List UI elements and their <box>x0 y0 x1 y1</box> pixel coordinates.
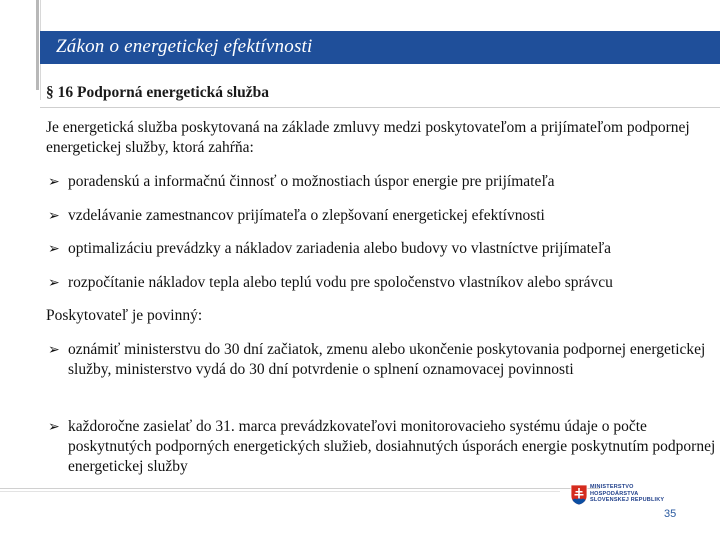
logo-line: SLOVENSKEJ REPUBLIKY <box>590 497 665 503</box>
arrow-bullet-icon: ➢ <box>48 174 60 190</box>
left-accent-rule <box>36 0 39 90</box>
obligation-bullet <box>46 417 716 477</box>
ministry-logo <box>568 482 718 512</box>
service-bullet <box>46 239 716 259</box>
service-text: optimalizáciu prevádzky a nákladov zariadenia alebo budovy vo vlastníctve prijímateľa <box>68 240 611 257</box>
service-text: vzdelávanie zamestnancov prijímateľa o zlepšovaní energetickej efektívnosti <box>68 207 545 224</box>
obligation-text: každoročne zasielať do 31. marca prevádzkovateľovi monitorovacieho systému údaje o počte poskytnutých podporných energetických služieb, dosiahnutých úsporách energie poskytnutím podpornej energetickej služby <box>68 418 716 475</box>
obligation-text: oznámiť ministerstvu do 30 dní začiatok, zmenu alebo ukončenie poskytovania podpornej energetickej služby, ministerstvo vydá do 30 dní potvrdenie o splnení oznamovacej povinnosti <box>68 341 706 378</box>
page-number: 35 <box>664 508 677 520</box>
service-text: rozpočítanie nákladov tepla alebo teplú vodu pre spoločenstvo vlastníkov alebo správcu <box>68 274 613 291</box>
heading-divider <box>40 107 720 108</box>
logo-line: MINISTERSTVO <box>590 484 634 490</box>
arrow-bullet-icon: ➢ <box>48 342 60 358</box>
arrow-bullet-icon: ➢ <box>48 241 60 257</box>
title-bar <box>40 31 720 64</box>
slide-title: Zákon o energetickej efektívnosti <box>56 36 313 57</box>
footer-divider-secondary <box>0 491 560 492</box>
arrow-bullet-icon: ➢ <box>48 275 60 291</box>
service-bullet <box>46 172 716 192</box>
logo-line: HOSPODÁRSTVA <box>590 490 639 497</box>
service-text: poradenskú a informačnú činnosť o možnostiach úspor energie pre prijímateľa <box>68 173 555 190</box>
service-bullet <box>46 273 716 293</box>
intro-paragraph: Je energetická služba poskytovaná na základe zmluvy medzi poskytovateľom a prijímateľom podpornej energetickej služby, ktorá zahŕňa: <box>46 119 690 156</box>
obligation-bullet <box>46 340 716 380</box>
ministry-name <box>590 484 720 504</box>
arrow-bullet-icon: ➢ <box>48 419 60 435</box>
service-bullet <box>46 206 716 226</box>
obligations-heading: Poskytovateľ je povinný: <box>46 307 203 324</box>
slovak-coat-of-arms-icon <box>570 484 588 506</box>
arrow-bullet-icon: ➢ <box>48 208 60 224</box>
footer-divider <box>0 488 600 489</box>
section-heading: § 16 Podporná energetická služba <box>46 84 270 101</box>
